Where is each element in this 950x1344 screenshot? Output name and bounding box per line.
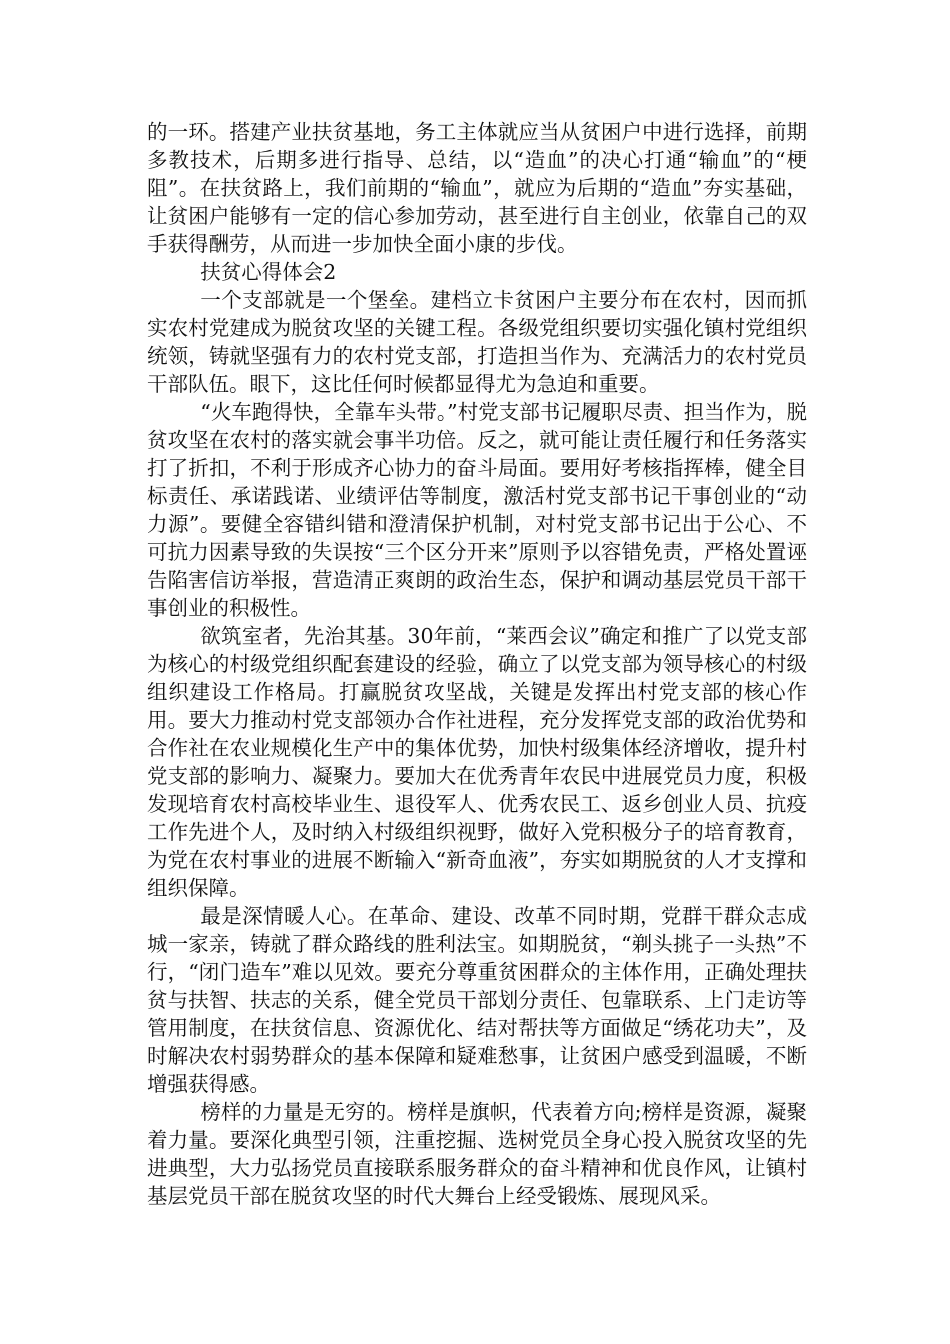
section-heading: 扶贫心得体会2 xyxy=(200,260,337,284)
paragraph: 最是深情暖人心。在革命、建设、改革不同时期，党群干群众志成城一家亲，铸就了群众路线的胜利法宝。如期脱贫，“剃头挑子一头热”不行，“闭门造车”难以见效。要充分尊重贫困群众的主体作用，正确处理扶贫与扶智、扶志的关系，健全党员干部划分责任、包靠联系、上门走访等管用制度，在扶贫信息、资源优化、结对帮扶等方面做足“绣花功夫”，及时解决农村弱势群众的基本保障和疑难愁事，让贫困户感受到温暖，不断增强获得感。 xyxy=(147,904,807,1096)
document-page xyxy=(147,118,807,1210)
paragraph: “火车跑得快，全靠车头带。”村党支部书记履职尽责、担当作为，脱贫攻坚在农村的落实就会事半功倍。反之，就可能让责任履行和任务落实打了折扣，不利于形成齐心协力的奋斗局面。要用好考核指挥棒，健全目标责任、承诺践诺、业绩评估等制度，激活村党支部书记干事创业的“动力源”。要健全容错纠错和澄清保护机制，对村党支部书记出于公心、不可抗力因素导致的失误按“三个区分开来”原则予以容错免责，严格处置诬告陷害信访举报，营造清正爽朗的政治生态，保护和调动基层党员干部干事创业的积极性。 xyxy=(147,400,807,620)
paragraph: 欲筑室者，先治其基。30年前，“莱西会议”确定和推广了以党支部为核心的村级党组织配套建设的经验，确立了以党支部为领导核心的村级组织建设工作格局。打赢脱贫攻坚战，关键是发挥出村党支部的核心作用。要大力推动村党支部领办合作社进程，充分发挥党支部的政治优势和合作社在农业规模化生产中的集体优势，加快村级集体经济增收，提升村党支部的影响力、凝聚力。要加大在优秀青年农民中进展党员力度，积极发现培育农村高校毕业生、退役军人、优秀农民工、返乡创业人员、抗疫工作先进个人，及时纳入村级组织视野，做好入党积极分子的培育教育，为党在农村事业的进展不断输入“新奇血液”，夯实如期脱贫的人才支撑和组织保障。 xyxy=(147,624,807,900)
paragraph-continuation: 的一环。搭建产业扶贫基地，务工主体就应当从贫困户中进行选择，前期多教技术，后期多进行指导、总结，以“造血”的决心打通“输血”的“梗阻”。在扶贫路上，我们前期的“输血”，就应为后期的“造血”夯实基础，让贫困户能够有一定的信心参加劳动，甚至进行自主创业，依靠自己的双手获得酬劳，从而进一步加快全面小康的步伐。 xyxy=(147,120,807,256)
paragraph: 榜样的力量是无穷的。榜样是旗帜，代表着方向;榜样是资源，凝聚着力量。要深化典型引领，注重挖掘、选树党员全身心投入脱贫攻坚的先进典型，大力弘扬党员直接联系服务群众的奋斗精神和优良作风，让镇村基层党员干部在脱贫攻坚的时代大舞台上经受锻炼、展现风采。 xyxy=(147,1100,807,1208)
paragraph: 一个支部就是一个堡垒。建档立卡贫困户主要分布在农村，因而抓实农村党建成为脱贫攻坚的关键工程。各级党组织要切实强化镇村党组织统领，铸就坚强有力的农村党支部，打造担当作为、充满活力的农村党员干部队伍。眼下，这比任何时候都显得尤为急迫和重要。 xyxy=(147,288,807,396)
